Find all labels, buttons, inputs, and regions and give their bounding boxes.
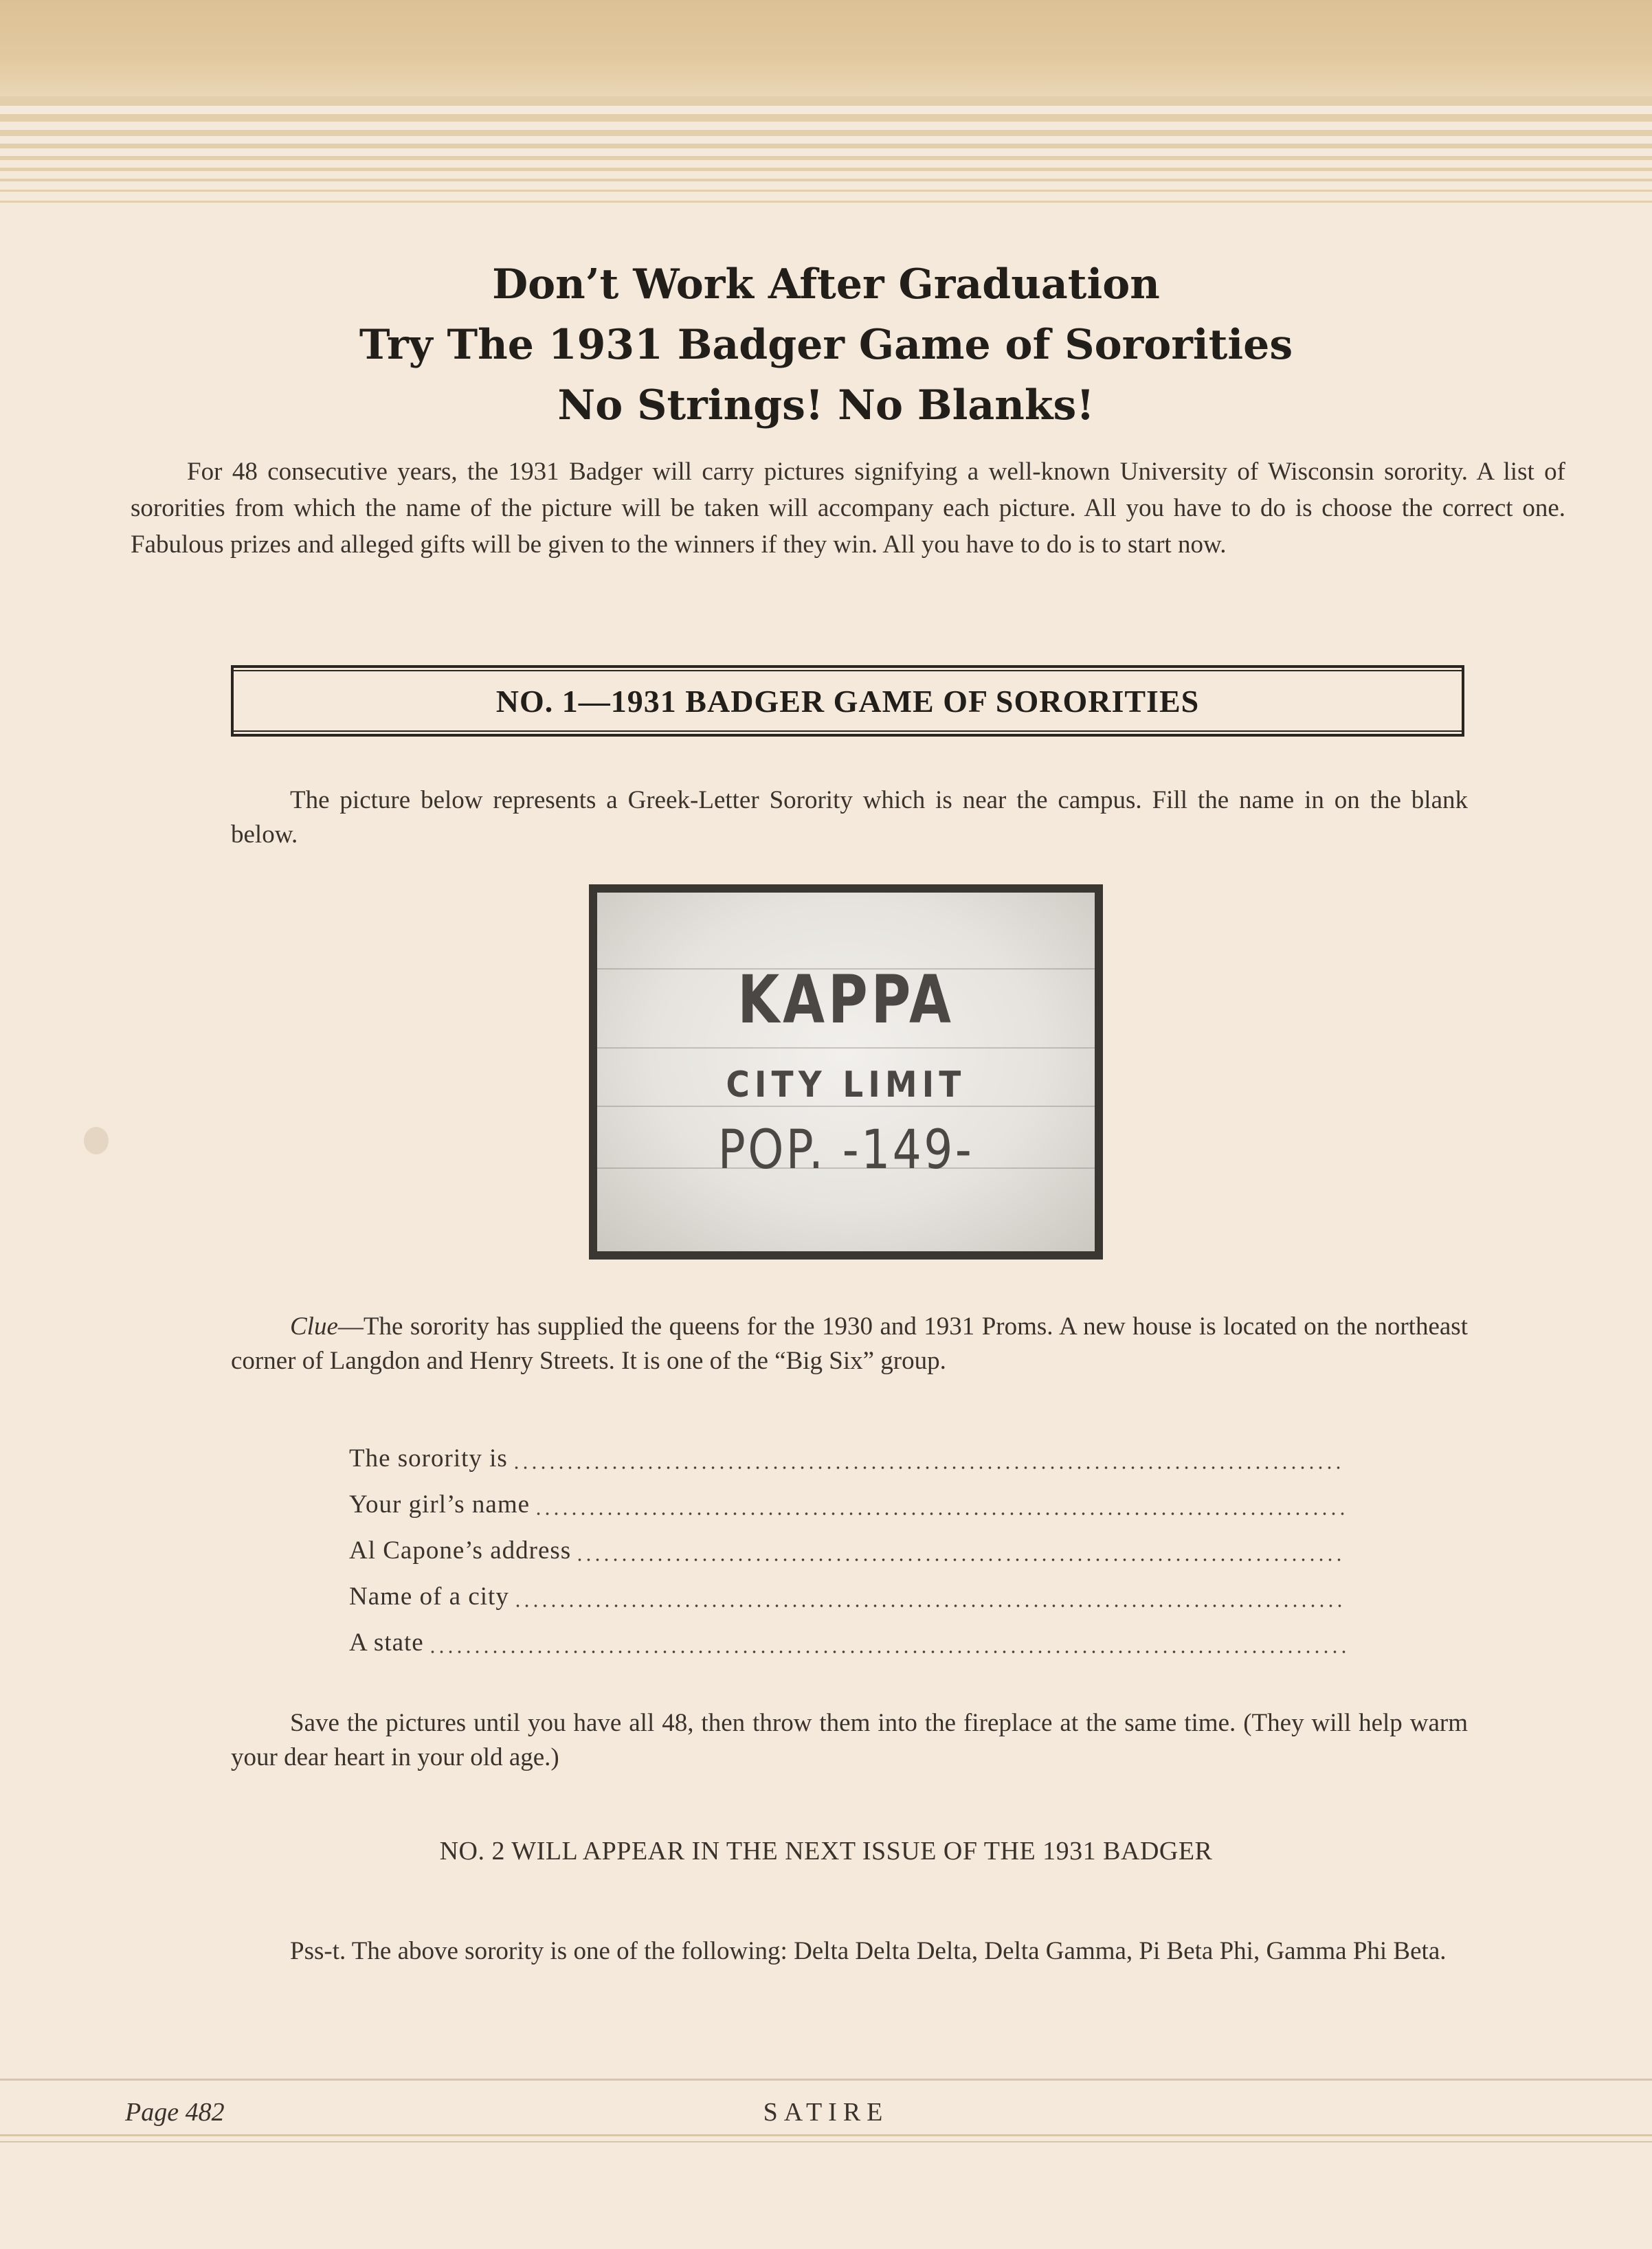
sign-photo-image xyxy=(597,893,1095,1251)
section-title: NO. 1—1931 BADGER GAME OF SORORITIES xyxy=(495,684,1200,719)
form-field-city xyxy=(349,1580,1346,1614)
title-line-2: Try The 1931 Badger Game of Sororities xyxy=(359,321,1293,369)
top-decorative-band xyxy=(0,0,1652,96)
fill-in-blank xyxy=(534,1512,1346,1515)
decorative-stripes xyxy=(0,96,1652,213)
sign-photo xyxy=(589,884,1103,1260)
next-issue-notice: NO. 2 WILL APPEAR IN THE NEXT ISSUE OF THE 1931 BADGER xyxy=(439,1837,1213,1866)
form-label: The sorority is xyxy=(349,1444,508,1473)
fill-in-blank xyxy=(428,1651,1346,1653)
form-field-girls-name xyxy=(349,1488,1346,1522)
page-title xyxy=(0,254,1652,436)
clue-paragraph xyxy=(231,1310,1468,1378)
title-line-3: No Strings! No Blanks! xyxy=(557,381,1095,429)
form-label: Your girl’s name xyxy=(349,1490,531,1519)
intro-paragraph: For 48 consecutive years, the 1931 Badger will carry pictures signifying a well-known University of Wisconsin sorority. A list of sororities from which the name of the picture will be taken will accompany each picture. All you have to do is choose the correct one. Fabulous prizes and alleged gifts will be given to the winners if they win. All you have to do is to start now. xyxy=(131,458,1565,559)
form-field-state xyxy=(349,1626,1346,1660)
title-line-1: Don’t Work After Graduation xyxy=(492,260,1160,309)
footer-rule-top xyxy=(0,2079,1652,2081)
fill-in-blank xyxy=(512,1466,1346,1469)
clue-text: —The sorority has supplied the queens for the 1930 and 1931 Proms. A new house is located on the northeast corner of Langdon and Henry Streets. It is one of the “Big Six” group. xyxy=(231,1312,1468,1375)
form-label: A state xyxy=(349,1629,424,1657)
page-number: Page 482 xyxy=(125,2098,225,2127)
sign-line-1: KAPPA xyxy=(737,961,955,1038)
instruction-paragraph: The picture below represents a Greek-Letter Sorority which is near the campus. Fill the name in on the blank below. xyxy=(231,786,1468,849)
section-header-box xyxy=(231,665,1464,737)
form-label: Al Capone’s address xyxy=(349,1536,572,1565)
form-field-capone-address xyxy=(349,1534,1346,1568)
sign-line-2: CITY LIMIT xyxy=(726,1064,966,1106)
sign-line-3: POP. -149- xyxy=(717,1119,974,1181)
save-note-paragraph: Save the pictures until you have all 48, then throw them into the fireplace at the same time. (They will help warm your dear heart in your old age.) xyxy=(231,1709,1468,1771)
form-label: Name of a city xyxy=(349,1582,509,1611)
fill-in-blank xyxy=(513,1604,1346,1607)
paper-smudge xyxy=(84,1127,109,1154)
clue-label: Clue xyxy=(290,1312,338,1341)
running-footer-section: SATIRE xyxy=(763,2098,889,2127)
form-field-sorority xyxy=(349,1442,1346,1476)
footer-rule-bottom-2 xyxy=(0,2141,1652,2142)
psst-paragraph: Pss-t. The above sorority is one of the following: Delta Delta Delta, Delta Gamma, Pi Beta Phi, Gamma Phi Beta. xyxy=(290,1937,1447,1965)
fill-in-blank xyxy=(575,1558,1346,1561)
footer-rule-bottom xyxy=(0,2134,1652,2136)
